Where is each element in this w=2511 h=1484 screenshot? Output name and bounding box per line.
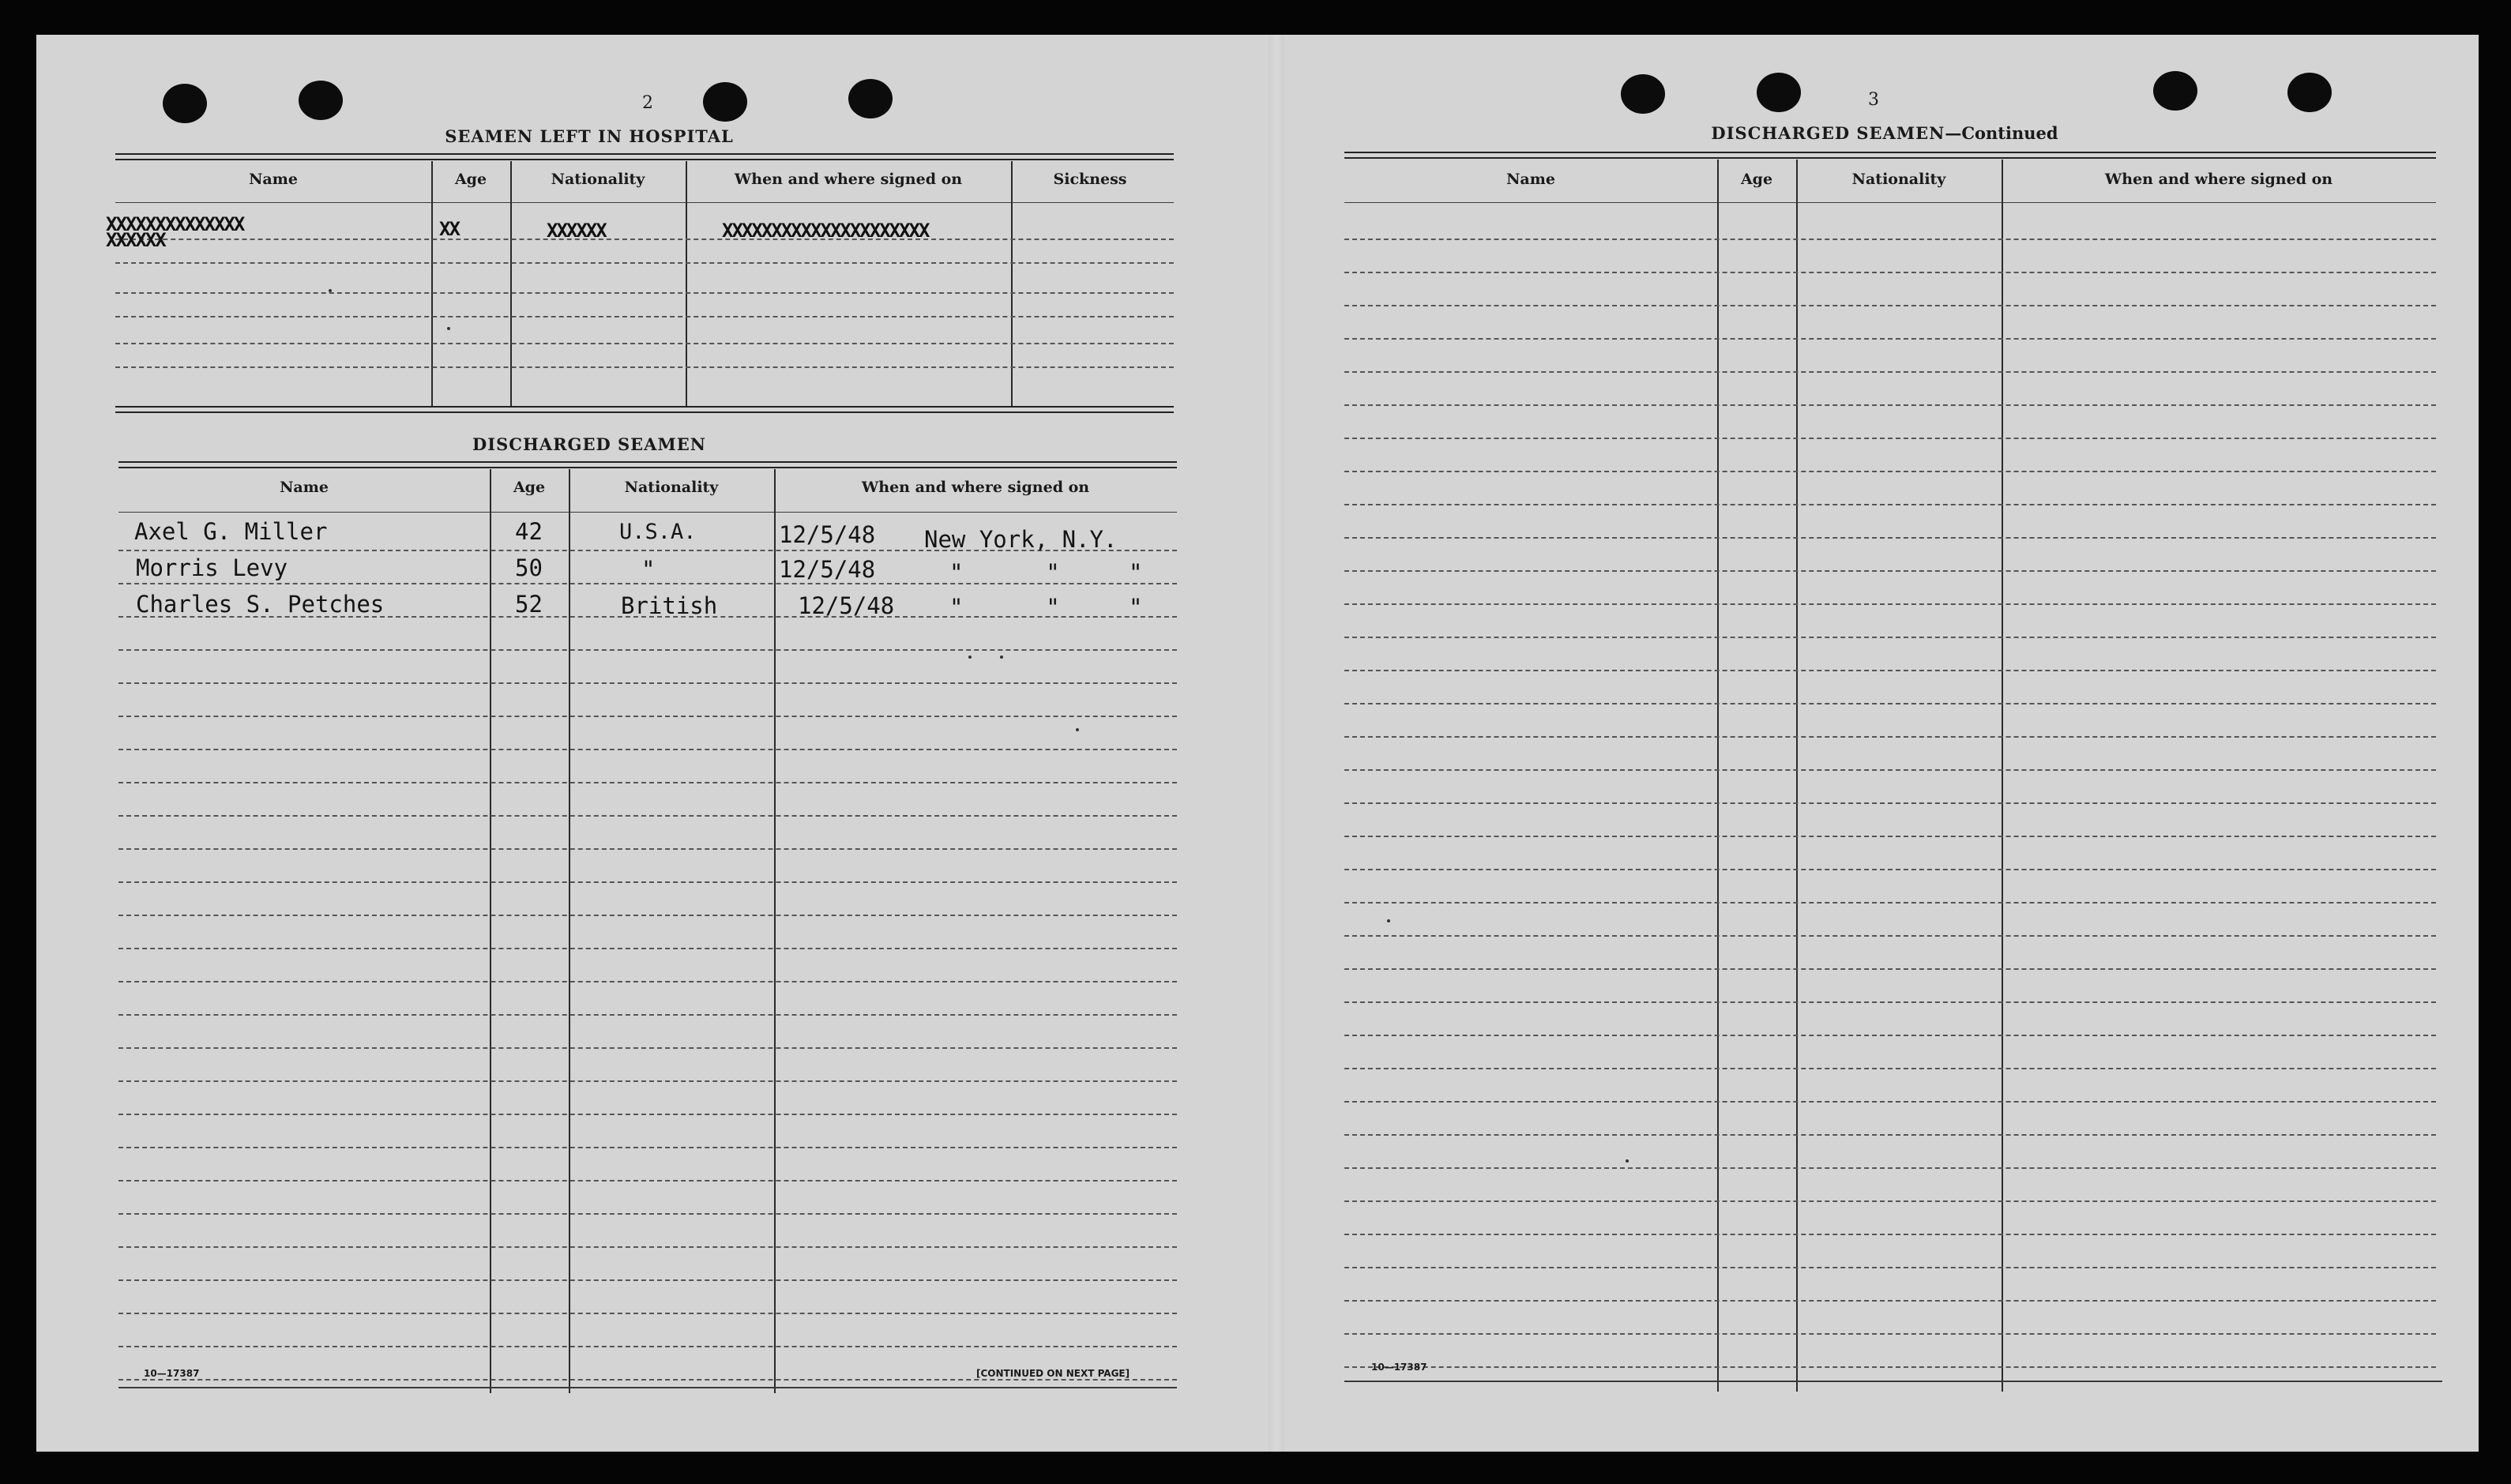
section-title: DISCHARGED SEAMEN xyxy=(472,434,706,454)
row-line xyxy=(1344,802,2436,804)
row-line xyxy=(1344,1035,2436,1036)
row-line xyxy=(118,782,1177,783)
column-divider xyxy=(686,161,687,406)
signed-on-place: " " " xyxy=(949,594,1143,621)
speck xyxy=(329,289,332,292)
signed-on-date: 12/5/48 xyxy=(779,556,876,583)
row-line xyxy=(1344,371,2436,373)
column-divider xyxy=(2002,160,2003,1392)
column-header-name: Name xyxy=(280,479,329,496)
row-line xyxy=(118,915,1177,916)
column-divider xyxy=(1717,160,1719,1392)
seaman-name: Morris Levy xyxy=(136,554,288,581)
column-header-signed-on: When and where signed on xyxy=(734,171,963,188)
row-line xyxy=(1344,968,2436,970)
row-line xyxy=(118,1080,1177,1082)
column-header-name: Name xyxy=(1506,171,1555,188)
row-line xyxy=(1344,1234,2436,1235)
seaman-age: 52 xyxy=(515,591,543,618)
row-line xyxy=(1344,836,2436,837)
double-rule xyxy=(115,153,1174,160)
section-title: SEAMEN LEFT IN HOSPITAL xyxy=(445,126,734,146)
continued-note: [CONTINUED ON NEXT PAGE] xyxy=(976,1368,1130,1379)
row-line xyxy=(1344,438,2436,439)
row-line xyxy=(1344,703,2436,704)
punch-hole xyxy=(1757,73,1801,112)
column-header-nationality: Nationality xyxy=(1851,171,1946,188)
row-line xyxy=(118,1379,1177,1381)
column-header-nationality: Nationality xyxy=(551,171,645,188)
column-header-age: Age xyxy=(1740,171,1773,188)
row-line xyxy=(1344,338,2436,340)
punch-hole xyxy=(299,81,343,120)
row-line xyxy=(1344,1001,2436,1003)
row-line xyxy=(115,316,1174,317)
row-line xyxy=(1344,637,2436,638)
column-divider xyxy=(431,161,433,406)
column-divider xyxy=(1796,160,1798,1392)
row-line xyxy=(118,1114,1177,1115)
column-header-nationality: Nationality xyxy=(624,479,719,496)
row-line xyxy=(118,815,1177,817)
double-rule xyxy=(115,406,1174,413)
row-line xyxy=(1344,935,2436,937)
speck xyxy=(1076,728,1079,731)
row-line xyxy=(1344,1267,2436,1268)
punch-hole xyxy=(163,84,207,123)
double-rule xyxy=(118,461,1177,468)
seaman-name: Axel G. Miller xyxy=(134,518,328,545)
column-header-age: Age xyxy=(513,479,546,496)
row-line xyxy=(1344,603,2436,605)
double-rule xyxy=(1344,152,2436,159)
bottom-rule xyxy=(118,1387,1177,1388)
row-line xyxy=(118,1246,1177,1248)
column-divider xyxy=(510,161,512,406)
row-line xyxy=(118,981,1177,982)
column-header-signed-on: When and where signed on xyxy=(2104,171,2333,188)
row-line xyxy=(1344,239,2436,240)
column-header-sickness: Sickness xyxy=(1053,171,1127,188)
row-line xyxy=(1344,272,2436,273)
row-line xyxy=(115,262,1174,264)
signed-on-place: New York, N.Y. xyxy=(924,526,1118,553)
punch-hole xyxy=(1621,74,1665,114)
row-line xyxy=(1344,869,2436,870)
row-line xyxy=(115,366,1174,368)
speck xyxy=(447,327,450,330)
seaman-name: Charles S. Petches xyxy=(136,591,385,618)
row-line xyxy=(1344,1333,2436,1335)
title-suffix: —Continued xyxy=(1945,123,2058,143)
row-line xyxy=(118,848,1177,850)
row-line xyxy=(1344,504,2436,505)
row-line xyxy=(1344,1200,2436,1202)
struck-name: XXXXXXXXXXXXXX xyxy=(106,213,244,235)
row-line xyxy=(1344,736,2436,738)
page-number: 2 xyxy=(642,93,653,113)
form-number: 10—17387 xyxy=(1371,1362,1427,1373)
header-rule xyxy=(1344,202,2436,203)
column-header-age: Age xyxy=(454,171,487,188)
row-line xyxy=(1344,305,2436,306)
punch-hole xyxy=(703,82,747,122)
row-line xyxy=(1344,902,2436,904)
row-line xyxy=(118,948,1177,949)
row-line xyxy=(118,1180,1177,1182)
signed-on-date: 12/5/48 xyxy=(798,592,895,619)
struck-age: XX xyxy=(439,218,459,240)
row-line xyxy=(118,649,1177,651)
section-title xyxy=(1663,123,2106,143)
row-line xyxy=(115,239,1174,240)
bottom-rule xyxy=(1344,1381,2442,1382)
row-line xyxy=(1344,670,2436,671)
row-line xyxy=(1344,1101,2436,1103)
seaman-nationality: U.S.A. xyxy=(619,520,697,544)
row-line xyxy=(1344,1167,2436,1169)
struck-nationality: XXXXXX xyxy=(547,220,606,242)
header-rule xyxy=(115,202,1174,203)
row-line xyxy=(118,1313,1177,1314)
row-line xyxy=(118,1147,1177,1148)
row-line xyxy=(1344,404,2436,406)
row-line xyxy=(1344,1134,2436,1136)
row-line xyxy=(118,682,1177,684)
title-main: DISCHARGED SEAMEN xyxy=(1711,123,1945,143)
column-divider xyxy=(1011,161,1013,406)
row-line xyxy=(118,881,1177,883)
row-line xyxy=(118,1014,1177,1016)
struck-signed-on: XXXXXXXXXXXXXXXXXXXXX xyxy=(722,220,929,242)
signed-on-place: " " " xyxy=(949,559,1143,586)
column-divider xyxy=(774,469,776,1393)
row-line xyxy=(118,1279,1177,1281)
seaman-age: 42 xyxy=(515,518,543,545)
row-line xyxy=(118,1346,1177,1347)
form-number: 10—17387 xyxy=(144,1368,200,1379)
punch-hole xyxy=(2287,73,2332,112)
speck xyxy=(1000,656,1003,659)
row-line xyxy=(1344,1300,2436,1302)
speck xyxy=(1626,1159,1629,1163)
column-divider xyxy=(490,469,491,1393)
page-fold xyxy=(1269,35,1284,1452)
punch-hole xyxy=(2153,71,2197,111)
seaman-nationality: British xyxy=(621,592,718,619)
row-line xyxy=(1344,1366,2436,1368)
row-line xyxy=(118,716,1177,717)
punch-hole xyxy=(848,79,893,118)
page-number: 3 xyxy=(1868,90,1879,110)
row-line xyxy=(1344,1068,2436,1069)
row-line xyxy=(118,1047,1177,1049)
seaman-age: 50 xyxy=(515,554,543,581)
row-line xyxy=(118,749,1177,750)
row-line xyxy=(115,343,1174,344)
column-header-name: Name xyxy=(249,171,298,188)
row-line xyxy=(1344,537,2436,539)
header-rule xyxy=(118,512,1177,513)
ledger-sheet xyxy=(36,35,2479,1452)
column-header-signed-on: When and where signed on xyxy=(861,479,1090,496)
row-line xyxy=(118,1213,1177,1215)
signed-on-date: 12/5/48 xyxy=(779,521,876,548)
seaman-nationality: " xyxy=(641,556,656,583)
row-line xyxy=(1344,570,2436,572)
row-line xyxy=(1344,769,2436,771)
column-divider xyxy=(569,469,570,1393)
speck xyxy=(1387,919,1390,922)
row-line xyxy=(1344,471,2436,472)
row-line xyxy=(115,292,1174,294)
speck xyxy=(968,656,972,659)
struck-name-line2: XXXXXX xyxy=(106,229,165,251)
